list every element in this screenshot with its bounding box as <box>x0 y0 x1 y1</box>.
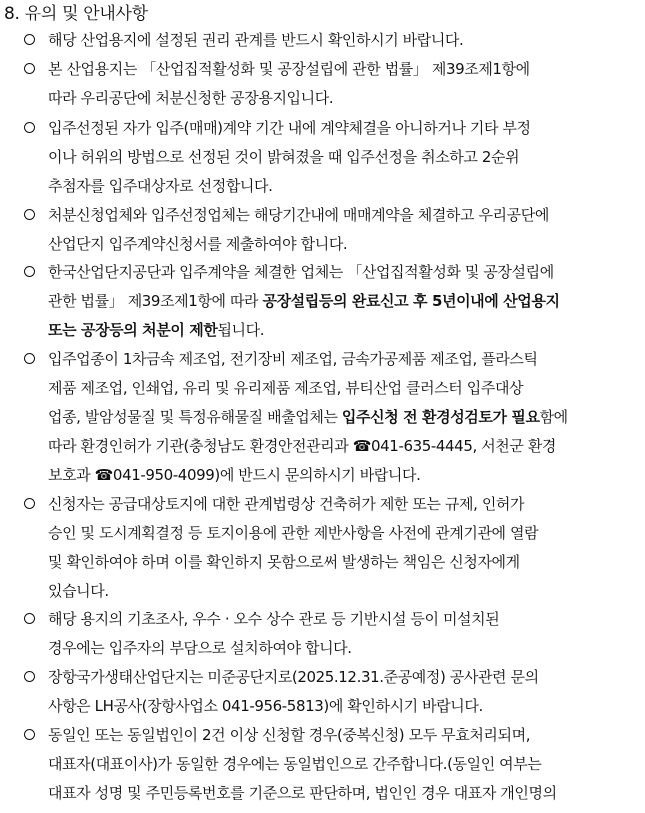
notice-text: 해당 용지의 기초조사, 우수 · 오수 상수 관로 등 기반시설 등이 미설치된 <box>48 610 500 628</box>
notice-text: 산업단지 입주계약신청서를 제출하여야 합니다. <box>48 235 348 253</box>
circle-bullet-icon <box>24 209 35 220</box>
emphasis-text: 입주신청 전 환경성검토가 필요 <box>341 408 540 426</box>
notice-line <box>48 495 637 513</box>
notice-line <box>48 668 637 686</box>
notice-item <box>0 206 645 264</box>
notice-line <box>48 292 637 310</box>
notice-text: 본 산업용지는 「산업집적활성화 및 공장설립에 관한 법률」 제39조제1항에 <box>48 60 530 78</box>
notice-text: 있습니다. <box>48 582 109 600</box>
notice-item <box>0 350 645 495</box>
notice-line <box>48 148 637 166</box>
notice-line <box>48 235 637 253</box>
notice-text: 승인 및 도시계획결정 등 토지이용에 관한 제반사항을 사전에 관계기관에 열람 <box>48 524 539 542</box>
notice-line <box>48 206 637 224</box>
notice-line <box>48 697 637 715</box>
notice-line <box>48 610 637 628</box>
circle-bullet-icon <box>24 353 35 364</box>
notice-text: 처분신청업체와 입주선정업체는 해당기간내에 매매계약을 체결하고 우리공단에 <box>48 206 549 224</box>
notice-text: 함에 <box>539 408 568 426</box>
notice-item <box>0 263 645 350</box>
notice-item <box>0 495 645 611</box>
notice-line <box>48 89 637 107</box>
notice-line <box>48 31 637 49</box>
notice-line <box>48 350 637 368</box>
section-title: 8. 유의 및 안내사항 <box>4 4 148 24</box>
notice-line <box>48 60 637 78</box>
notice-text: 제품 제조업, 인쇄업, 유리 및 유리제품 제조업, 뷰티산업 클러스터 입주대상 <box>48 379 524 397</box>
notice-text: 대표자 성명 및 주민등록번호를 기준으로 판단하며, 법인인 경우 대표자 개인명의 <box>48 784 557 802</box>
notice-line <box>48 437 637 455</box>
notice-text: 입주선정된 자가 입주(매매)계약 기간 내에 계약체결을 아니하거나 기타 부정 <box>48 119 531 137</box>
notice-item <box>0 726 645 813</box>
notice-line <box>48 553 637 571</box>
circle-bullet-icon <box>24 266 35 277</box>
notice-text: 한국산업단지공단과 입주계약을 체결한 업체는 「산업집적활성화 및 공장설립에 <box>48 263 554 281</box>
notice-text: 보호과 ☎041-950-4099)에 반드시 문의하시기 바랍니다. <box>48 466 421 484</box>
notice-item <box>0 668 645 726</box>
notice-item <box>0 60 645 118</box>
circle-bullet-icon <box>24 671 35 682</box>
notice-line <box>48 408 637 426</box>
notice-text: 됩니다. <box>217 321 265 339</box>
notice-text: 경우에는 입주자의 부담으로 설치하여야 합니다. <box>48 639 352 657</box>
notice-item <box>0 610 645 668</box>
notice-line <box>48 379 637 397</box>
circle-bullet-icon <box>24 498 35 509</box>
circle-bullet-icon <box>24 729 35 740</box>
notice-line <box>48 177 637 195</box>
notice-line <box>48 321 637 339</box>
emphasis-text: 또는 공장등의 처분이 제한 <box>48 321 218 339</box>
notice-text: 이나 허위의 방법으로 선정된 것이 밝혀졌을 때 입주선정을 취소하고 2순위 <box>48 148 520 166</box>
notice-line <box>48 726 637 744</box>
notice-line <box>48 119 637 137</box>
circle-bullet-icon <box>24 122 35 133</box>
circle-bullet-icon <box>24 63 35 74</box>
notice-text: 추첨자를 입주대상자로 선정합니다. <box>48 177 273 195</box>
notice-text: 관한 법률」 제39조제1항에 따라 <box>48 292 263 310</box>
notice-line <box>48 524 637 542</box>
notice-text: 입주업종이 1차금속 제조업, 전기장비 제조업, 금속가공제품 제조업, 플라스틱 <box>48 350 538 368</box>
notice-text: 따라 환경인허가 기관(충청남도 환경안전관리과 ☎041-635-4445, 서천군 환경 <box>48 437 557 455</box>
emphasis-text: 공장설립등의 완료신고 후 5년이내에 산업용지 <box>262 292 560 310</box>
notice-text: 해당 산업용지에 설정된 권리 관계를 반드시 확인하시기 바랍니다. <box>48 31 464 49</box>
notice-line <box>48 263 637 281</box>
notice-text: 따라 우리공단에 처분신청한 공장용지입니다. <box>48 89 334 107</box>
notice-text: 대표자(대표이사)가 동일한 경우에는 동일법인으로 간주합니다.(동일인 여부는 <box>48 755 542 773</box>
notice-text: 사항은 LH공사(장항사업소 041-956-5813)에 확인하시기 바랍니다. <box>48 697 483 715</box>
notice-line <box>48 755 637 773</box>
circle-bullet-icon <box>24 613 35 624</box>
notice-line <box>48 784 637 802</box>
notice-line <box>48 582 637 600</box>
notice-text: 장항국가생태산업단지는 미준공단지로(2025.12.31.준공예정) 공사관련 문의 <box>48 668 539 686</box>
notice-item <box>0 119 645 206</box>
notice-line <box>48 466 637 484</box>
notice-text: 신청자는 공급대상토지에 대한 관계법령상 건축허가 제한 또는 규제, 인허가 <box>48 495 525 513</box>
notice-text: 동일인 또는 동일법인이 2건 이상 신청할 경우(중복신청) 모두 무효처리되며, <box>48 726 531 744</box>
notice-text: 업종, 발암성물질 및 특정유해물질 배출업체는 <box>48 408 342 426</box>
notice-item <box>0 31 645 60</box>
circle-bullet-icon <box>24 34 35 45</box>
notice-text: 및 확인하여야 하며 이를 확인하지 못함으로써 발생하는 책임은 신청자에게 <box>48 553 520 571</box>
notice-line <box>48 639 637 657</box>
